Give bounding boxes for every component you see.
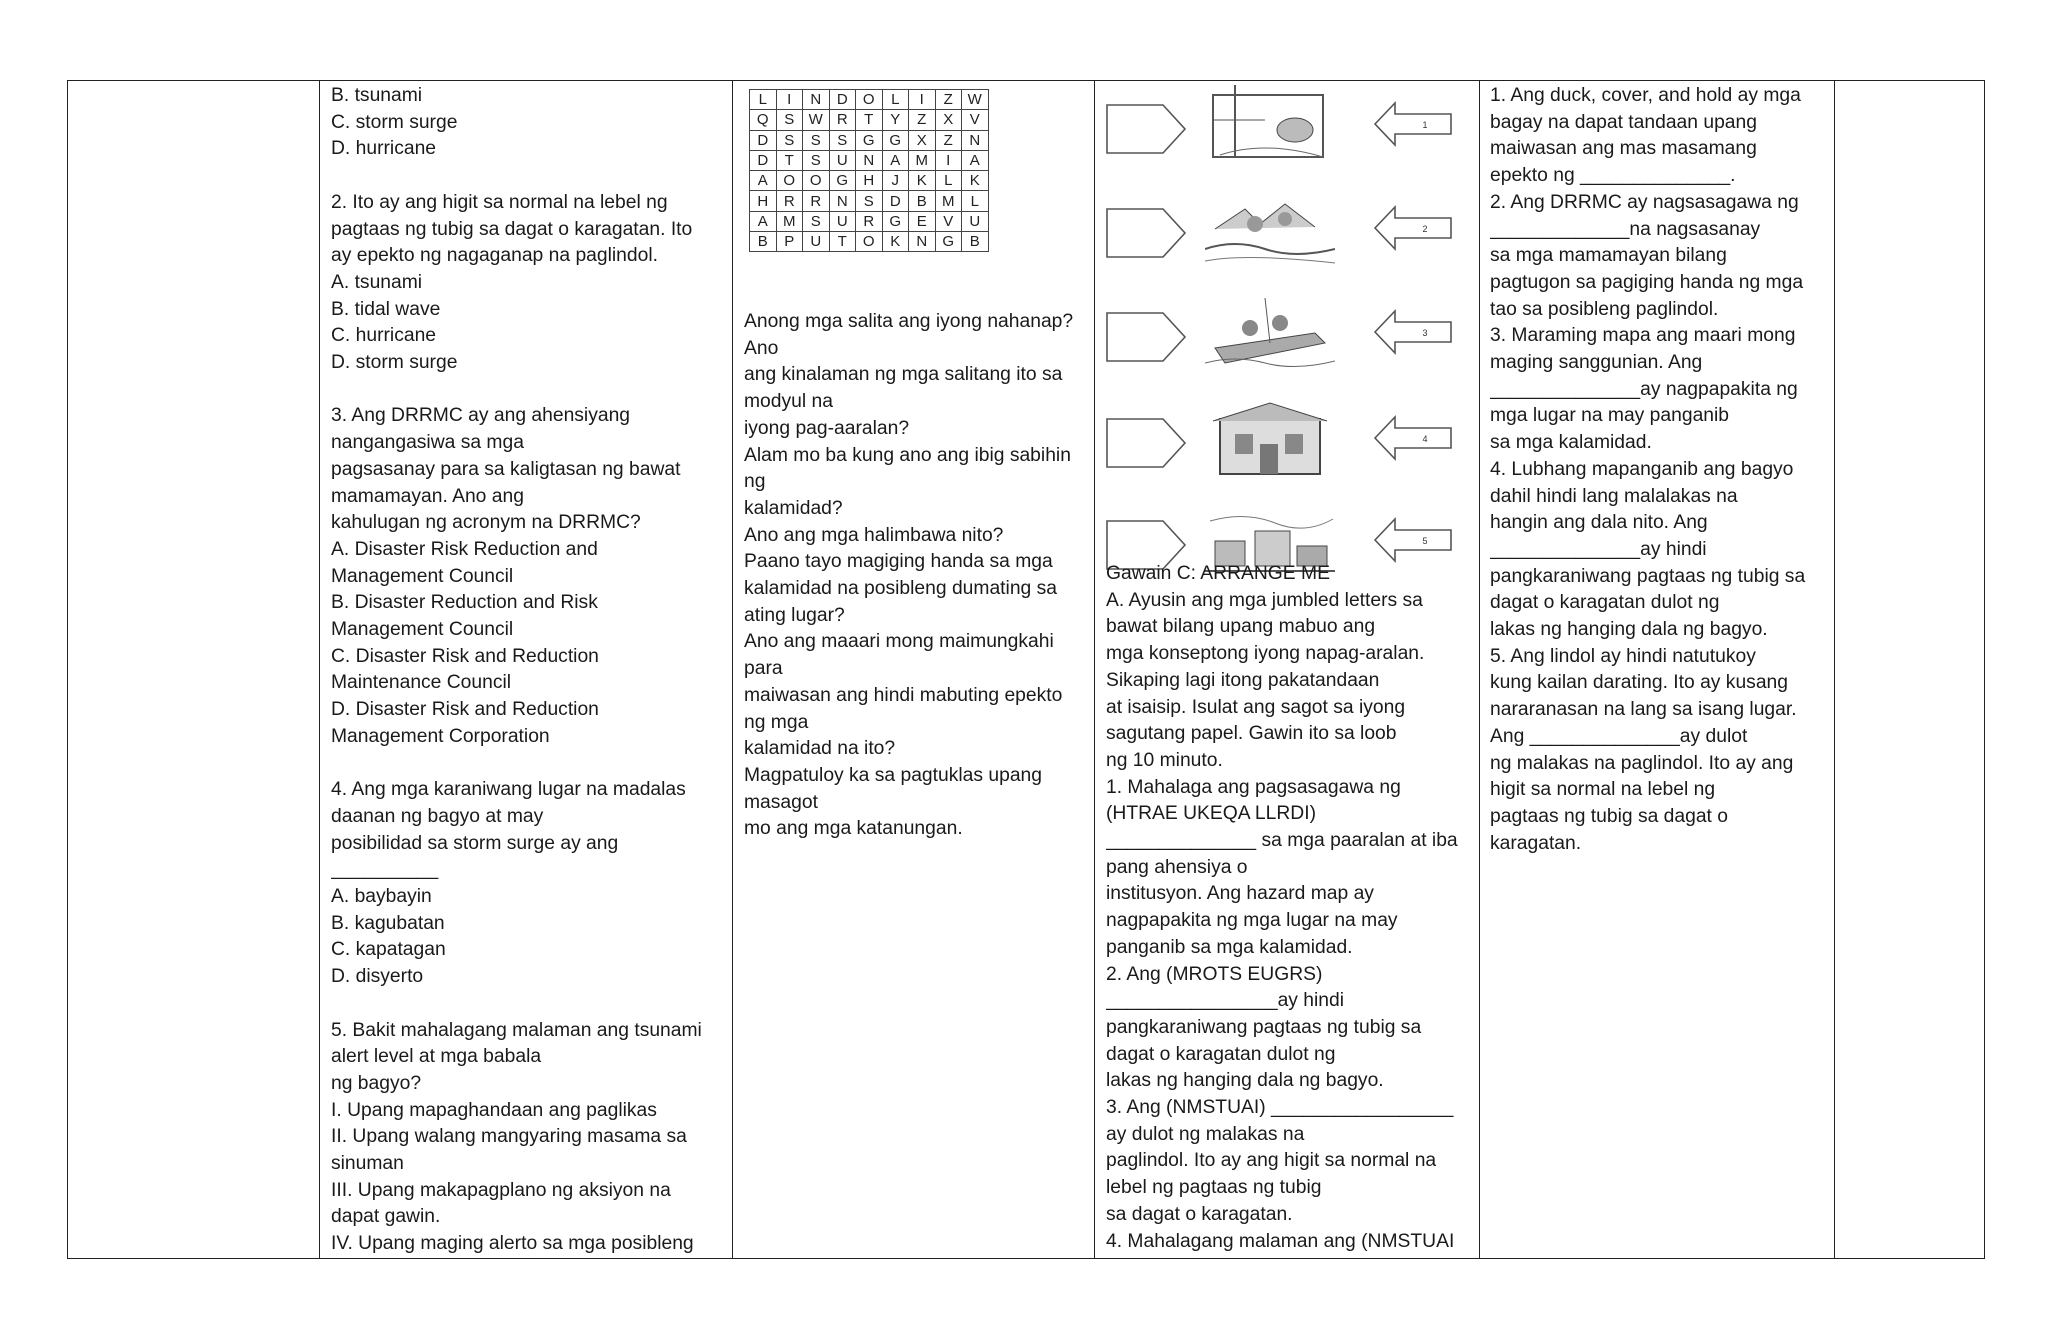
word-search-letter: D (750, 150, 777, 170)
word-search-letter: G (882, 211, 909, 231)
text-line: _____________na nagsasanay (1490, 218, 1761, 240)
answer-pentagon-icon (1105, 207, 1187, 259)
text-line: lakas ng hanging dala ng bagyo. (1106, 1070, 1384, 1092)
text-line: 2. Ito ay ang higit sa normal na lebel ng (331, 191, 668, 213)
text-line: B. kagubatan (331, 912, 445, 934)
text-line: Ang ______________ay dulot (1490, 725, 1748, 747)
text-line: daanan ng bagyo at may (331, 805, 544, 827)
word-search-letter: U (829, 150, 856, 170)
text-line: ating lugar? (744, 604, 845, 626)
word-search-letter: O (856, 90, 883, 110)
word-search-letter: K (962, 171, 989, 191)
word-search-letter: X (935, 110, 962, 130)
text-line: nagpapakita ng mga lugar na may (1106, 910, 1398, 932)
text-line: hangin ang dala nito. Ang (1490, 512, 1708, 534)
arrow-number: 5 (1422, 536, 1428, 546)
word-search-grid (749, 89, 989, 252)
word-search-letter: T (776, 150, 803, 170)
word-search-letter: D (829, 90, 856, 110)
text-line: sa mga mamamayan bilang (1490, 245, 1727, 267)
text-line: karagatan. (1490, 832, 1582, 854)
text-line: C. kapatagan (331, 939, 446, 961)
text-line: ng mga (744, 711, 809, 733)
text-line: kahulugan ng acronym na DRRMC? (331, 512, 641, 534)
text-line: dagat o karagatan dulot ng (1490, 592, 1720, 614)
text-line: ______________ay nagpapakita ng (1490, 378, 1798, 400)
text-line: pang ahensiya o (1106, 856, 1248, 878)
text-line: III. Upang makapagplano ng aksiyon na (331, 1179, 671, 1201)
text-line: Alam mo ba kung ano ang ibig sabihin (744, 444, 1071, 466)
text-line: D. hurricane (331, 138, 437, 160)
word-search-letter: U (962, 211, 989, 231)
picture-row (1105, 85, 1465, 175)
text-line: Management Corporation (331, 725, 550, 747)
text-line: pagtaas ng tubig sa dagat o (1490, 805, 1728, 827)
word-search-letter: W (962, 90, 989, 110)
word-search-letter: G (882, 130, 909, 150)
text-line: Ano ang maaari mong maimungkahi (744, 631, 1054, 653)
text-line: ng bagyo? (331, 1072, 422, 1094)
text-line: Sikaping lagi itong pakatandaan (1106, 669, 1380, 691)
text-line: mo ang mga katanungan. (744, 818, 963, 840)
text-line: higit sa normal na lebel ng (1490, 779, 1716, 801)
text-line: sinuman (331, 1153, 404, 1175)
disaster-scene-icon (1205, 293, 1335, 375)
word-search-letter: N (962, 130, 989, 150)
word-search-letter: O (803, 171, 830, 191)
text-line: pangkaraniwang pagtaas ng tubig sa (1490, 565, 1806, 587)
text-line: II. Upang walang mangyaring masama sa (331, 1126, 687, 1148)
word-search-letter: T (856, 110, 883, 130)
arrow-number: 3 (1422, 328, 1428, 338)
text-line: bagay na dapat tandaan upang (1490, 111, 1757, 133)
text-line: (HTRAE UKEQA LLRDI) (1106, 803, 1316, 825)
text-line: mamamayan. Ano ang (331, 485, 524, 507)
word-search-letter: A (882, 150, 909, 170)
word-search-letter: X (909, 130, 936, 150)
text-line: institusyon. Ang hazard map ay (1106, 883, 1374, 905)
text-line: IV. Upang maging alerto sa mga posibleng (331, 1233, 694, 1255)
text-line: pangkaraniwang pagtaas ng tubig sa (1106, 1016, 1422, 1038)
text-line: A. Ayusin ang mga jumbled letters sa (1106, 589, 1423, 611)
disaster-scene-icon (1205, 399, 1335, 481)
text-line: lakas ng hanging dala ng bagyo. (1490, 619, 1768, 641)
text-line: D. Disaster Risk and Reduction (331, 699, 599, 721)
text-line: 3. Ang (NMSTUAI) _________________ (1106, 1097, 1454, 1119)
left-arrow-icon (1373, 205, 1453, 251)
word-search-letter: N (803, 90, 830, 110)
text-line: 5. Ang lindol ay hindi natutukoy (1490, 645, 1756, 667)
arrow-number: 2 (1422, 224, 1428, 234)
text-line: ______________ sa mga paaralan at iba (1106, 830, 1458, 852)
text-line: dapat gawin. (331, 1206, 441, 1228)
text-line: maging sanggunian. Ang (1490, 352, 1703, 374)
word-search-letter: I (935, 150, 962, 170)
text-line: 5. Bakit mahalagang malaman ang tsunami (331, 1019, 702, 1041)
text-line: Maintenance Council (331, 672, 512, 694)
text-line: I. Upang mapaghandaan ang paglikas (331, 1099, 657, 1121)
fill-in-the-blank-questions (1490, 83, 1830, 857)
text-line (331, 163, 728, 190)
word-search-letter: T (829, 232, 856, 252)
word-search-letter: N (829, 191, 856, 211)
text-line: dahil hindi lang malalakas na (1490, 485, 1738, 507)
word-search-letter: S (829, 130, 856, 150)
word-search-letter: Z (935, 90, 962, 110)
text-line: pagtugon sa pagiging handa ng mga (1490, 271, 1804, 293)
text-line: ang kinalaman ng mga salitang ito sa (744, 364, 1063, 386)
word-search-letter: L (882, 90, 909, 110)
word-search-letter: H (750, 191, 777, 211)
text-line: 4. Mahalagang malaman ang (NMSTUAI (1106, 1230, 1455, 1252)
word-search-letter: S (803, 130, 830, 150)
word-search-letter: H (856, 171, 883, 191)
word-search-letter: Z (935, 130, 962, 150)
word-search-letter: B (750, 232, 777, 252)
text-line: 4. Lubhang mapanganib ang bagyo (1490, 458, 1794, 480)
text-line: 4. Ang mga karaniwang lugar na madalas (331, 779, 686, 801)
text-line (331, 751, 728, 778)
text-line: Management Council (331, 619, 514, 641)
word-search-letter: S (776, 130, 803, 150)
word-search-letter: U (829, 211, 856, 231)
left-arrow-icon (1373, 309, 1453, 355)
word-search-letter: L (962, 191, 989, 211)
word-search-letter: W (803, 110, 830, 130)
text-line: Anong mga salita ang iyong nahanap? (744, 311, 1074, 332)
word-search-letter: B (909, 191, 936, 211)
word-search-letter: Z (909, 110, 936, 130)
disaster-scene-icon (1205, 85, 1335, 167)
text-line: Paano tayo magiging handa sa mga (744, 551, 1053, 573)
word-search-letter: M (776, 211, 803, 231)
text-line: ng (744, 471, 766, 493)
word-search-letter: M (909, 150, 936, 170)
text-line: sa dagat o karagatan. (1106, 1203, 1293, 1225)
word-search-letter: S (776, 110, 803, 130)
word-search-letter: O (776, 171, 803, 191)
answer-pentagon-icon (1105, 103, 1187, 155)
text-line: ________________ay hindi (1106, 990, 1345, 1012)
text-line: tao sa posibleng paglindol. (1490, 298, 1719, 320)
word-search-letter: N (909, 232, 936, 252)
word-search-letter: U (803, 232, 830, 252)
disaster-scene-icon (1205, 189, 1335, 271)
text-line: __________ (331, 859, 439, 881)
text-line: modyul na (744, 391, 833, 413)
word-search-letter: G (829, 171, 856, 191)
text-line: A. baybayin (331, 886, 432, 908)
word-search-letter: B (962, 232, 989, 252)
word-search-letter: Q (750, 110, 777, 130)
text-line: para (744, 658, 783, 680)
text-line: C. hurricane (331, 325, 437, 347)
word-search-letter: L (750, 90, 777, 110)
guide-questions (744, 309, 1090, 843)
arrow-number: 4 (1422, 434, 1428, 444)
text-line: iyong pag-aaralan? (744, 417, 910, 439)
lesson-plan-table (67, 80, 1985, 1259)
answer-pentagon-icon (1105, 417, 1187, 469)
picture-row (1105, 399, 1465, 489)
arrow-number: 1 (1422, 120, 1428, 130)
text-line: 1. Mahalaga ang pagsasagawa ng (1106, 776, 1401, 798)
picture-row (1105, 189, 1465, 279)
text-line: posibilidad sa storm surge ay ang (331, 832, 619, 854)
text-line: 2. Ang DRRMC ay nagsasagawa ng (1490, 191, 1799, 213)
text-line: paglindol. Ito ay ang higit sa normal na (1106, 1150, 1437, 1172)
text-line: 3. Ang DRRMC ay ang ahensiyang (331, 405, 631, 427)
word-search-letter: P (776, 232, 803, 252)
text-line: ay epekto ng nagaganap na paglindol. (331, 245, 658, 267)
text-line: 3. Maraming mapa ang maari mong (1490, 325, 1796, 347)
text-line: pagsasanay para sa kaligtasan ng bawat (331, 458, 681, 480)
text-line: D. storm surge (331, 352, 458, 374)
text-line: epekto ng ______________. (1490, 165, 1736, 187)
word-search-letter: V (962, 110, 989, 130)
text-line: ng malakas na paglindol. Ito ay ang (1490, 752, 1794, 774)
word-search-letter: M (935, 191, 962, 211)
text-line: A. Disaster Risk Reduction and (331, 538, 598, 560)
picture-row (1105, 293, 1465, 383)
text-line: kalamidad na ito? (744, 738, 896, 760)
column-6 (1834, 81, 1984, 1258)
column-5 (1479, 81, 1834, 1258)
left-arrow-icon (1373, 415, 1453, 461)
word-search-letter: R (776, 191, 803, 211)
word-search-letter: A (750, 171, 777, 191)
word-search-letter: N (856, 150, 883, 170)
text-line: sa mga kalamidad. (1490, 432, 1652, 454)
text-line: alert level at mga babala (331, 1046, 542, 1068)
text-line: mga lugar na may panganib (1490, 405, 1730, 427)
text-line: masagot (744, 791, 818, 813)
word-search-letter: K (882, 232, 909, 252)
word-search-letter: S (856, 191, 883, 211)
text-line: dagat o karagatan dulot ng (1106, 1043, 1336, 1065)
column-4 (1094, 81, 1479, 1258)
text-line: maiwasan ang mas masamang (1490, 138, 1757, 160)
text-line: panganib sa mga kalamidad. (1106, 936, 1353, 958)
text-line: nangangasiwa sa mga (331, 432, 524, 454)
text-line: kalamidad na posibleng dumating sa (744, 578, 1057, 600)
text-line: maiwasan ang hindi mabuting epekto (744, 684, 1063, 706)
text-line: ng 10 minuto. (1106, 749, 1223, 771)
text-line (331, 377, 728, 404)
word-search-letter: G (935, 232, 962, 252)
word-search-letter: R (829, 110, 856, 130)
text-line: ay dulot ng malakas na (1106, 1123, 1305, 1145)
word-search-letter: I (776, 90, 803, 110)
word-search-letter: K (909, 171, 936, 191)
text-line: Magpatuloy ka sa pagtuklas upang (744, 764, 1042, 786)
text-line: B. Disaster Reduction and Risk (331, 592, 598, 614)
word-search-letter: E (909, 211, 936, 231)
word-search-letter: L (935, 171, 962, 191)
left-arrow-icon (1373, 101, 1453, 147)
text-line: D. disyerto (331, 966, 424, 988)
word-search-letter: A (750, 211, 777, 231)
word-search-letter: R (856, 211, 883, 231)
column-2 (319, 81, 732, 1258)
text-line: kung kailan darating. Ito ay kusang (1490, 672, 1788, 694)
text-line: A. tsunami (331, 271, 423, 293)
text-line: Ano (744, 337, 779, 359)
text-line: Management Council (331, 565, 514, 587)
text-line: Gawain C: ARRANGE ME (1106, 563, 1330, 584)
text-line: ______________ay hindi (1490, 538, 1707, 560)
word-search-letter: S (803, 211, 830, 231)
text-line: C. storm surge (331, 111, 458, 133)
text-line: 2. Ang (MROTS EUGRS) (1106, 963, 1323, 985)
word-search-letter: I (909, 90, 936, 110)
text-line: at isaisip. Isulat ang sagot sa iyong (1106, 696, 1406, 718)
text-line: B. tsunami (331, 85, 423, 106)
arrange-me-activity (1106, 561, 1475, 1255)
text-line: mga konseptong iyong napag-aralan. (1106, 643, 1425, 665)
word-search-letter: D (882, 191, 909, 211)
word-search-letter: S (803, 150, 830, 170)
word-search-letter: G (856, 130, 883, 150)
word-search-letter: Y (882, 110, 909, 130)
text-line: Ano ang mga halimbawa nito? (744, 524, 1004, 546)
multiple-choice-questions (331, 83, 728, 1258)
text-line: B. tidal wave (331, 298, 441, 320)
column-3 (732, 81, 1094, 1258)
text-line: lebel ng pagtaas ng tubig (1106, 1177, 1322, 1199)
text-line (331, 991, 728, 1018)
word-search-letter: V (935, 211, 962, 231)
text-line: nararanasan na lang sa isang lugar. (1490, 699, 1797, 721)
answer-pentagon-icon (1105, 311, 1187, 363)
word-search-letter: D (750, 130, 777, 150)
text-line: sagutang papel. Gawin ito sa loob (1106, 723, 1397, 745)
column-1 (68, 81, 319, 1258)
text-line: kalamidad? (744, 497, 843, 519)
text-line: pagtaas ng tubig sa dagat o karagatan. Ito (331, 218, 693, 240)
word-search-letter: A (962, 150, 989, 170)
word-search-letter: J (882, 171, 909, 191)
left-arrow-icon (1373, 517, 1453, 563)
word-search-letter: R (803, 191, 830, 211)
text-line: C. Disaster Risk and Reduction (331, 645, 599, 667)
text-line: bawat bilang upang mabuo ang (1106, 616, 1376, 638)
word-search-letter: O (856, 232, 883, 252)
text-line: 1. Ang duck, cover, and hold ay mga (1490, 85, 1801, 106)
